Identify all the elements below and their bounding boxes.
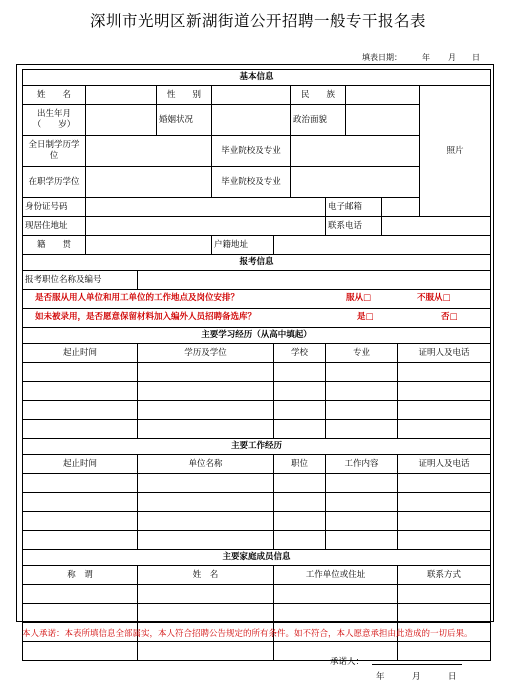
study-header-degree: 学历及学位 — [138, 344, 274, 363]
work-header-position: 职位 — [274, 455, 326, 474]
field-position[interactable] — [138, 271, 491, 290]
table-cell[interactable] — [326, 531, 398, 550]
table-cell[interactable] — [23, 363, 138, 382]
table-cell[interactable] — [398, 382, 491, 401]
table-cell[interactable] — [274, 531, 326, 550]
table-cell[interactable] — [23, 493, 138, 512]
table-cell[interactable] — [398, 420, 491, 439]
table-cell[interactable] — [326, 401, 398, 420]
table-cell[interactable] — [138, 420, 274, 439]
field-gender[interactable] — [212, 86, 291, 105]
table-cell[interactable] — [326, 512, 398, 531]
table-cell[interactable] — [274, 585, 398, 604]
table-cell[interactable] — [138, 512, 274, 531]
family-header-workplace: 工作单位或住址 — [274, 566, 398, 585]
sign-date-month: 月 — [412, 672, 421, 682]
label-inservice-degree: 在职学历学位 — [23, 167, 86, 198]
table-cell[interactable] — [23, 604, 138, 623]
label-phone: 联系电话 — [326, 217, 382, 236]
label-grad-school-2: 毕业院校及专业 — [212, 167, 291, 198]
section-basic: 基本信息 — [23, 70, 491, 86]
section-family: 主要家庭成员信息 — [23, 550, 491, 566]
label-fulltime-degree: 全日制学历学位 — [23, 136, 86, 167]
table-cell[interactable] — [23, 512, 138, 531]
pledge-text: 本人承诺：本表所填信息全部属实，本人符合招聘公告规定的所有条件。如不符合，本人愿意承担由此造成的一切后果。 — [22, 629, 473, 639]
label-address: 现居住地址 — [23, 217, 86, 236]
field-name[interactable] — [86, 86, 157, 105]
option-yes-checkbox[interactable]: 是□ — [357, 312, 374, 322]
table-cell[interactable] — [398, 493, 491, 512]
table-cell[interactable] — [398, 401, 491, 420]
fill-date-month: 月 — [448, 53, 456, 62]
table-cell[interactable] — [326, 382, 398, 401]
table-cell[interactable] — [23, 401, 138, 420]
family-header-contact: 联系方式 — [398, 566, 491, 585]
field-id-number[interactable] — [86, 198, 326, 217]
study-header-major: 专业 — [326, 344, 398, 363]
table-cell[interactable] — [23, 382, 138, 401]
table-cell[interactable] — [23, 585, 138, 604]
field-birth[interactable] — [86, 105, 157, 136]
label-position: 报考职位名称及编号 — [23, 271, 138, 290]
table-cell[interactable] — [398, 604, 491, 623]
table-cell[interactable] — [138, 604, 274, 623]
table-cell[interactable] — [326, 363, 398, 382]
field-ethnicity[interactable] — [346, 86, 420, 105]
question-reserve-pool-text: 如未被录用，是否愿意保留材料加入编外人员招聘备选库？ — [35, 312, 257, 322]
section-apply: 报考信息 — [23, 255, 491, 271]
field-email[interactable] — [382, 198, 420, 217]
signature-line[interactable] — [372, 664, 462, 665]
field-fulltime-degree[interactable] — [86, 136, 212, 167]
label-ethnicity: 民 族 — [291, 86, 346, 105]
field-marital[interactable] — [212, 105, 291, 136]
table-cell[interactable] — [23, 642, 138, 661]
label-birth-text: 出生年月 — [36, 109, 71, 119]
table-cell[interactable] — [274, 401, 326, 420]
field-native[interactable] — [86, 236, 212, 255]
table-cell[interactable] — [326, 493, 398, 512]
fill-date-year: 年 — [422, 53, 430, 62]
option-no-checkbox[interactable]: 否□ — [441, 312, 458, 322]
label-id-number: 身份证号码 — [23, 198, 86, 217]
sign-date-day: 日 — [448, 672, 457, 682]
label-native: 籍 贯 — [23, 236, 86, 255]
label-political: 政治面貌 — [291, 105, 346, 136]
table-cell[interactable] — [398, 474, 491, 493]
study-header-period: 起止时间 — [23, 344, 138, 363]
signer-label: 承诺人： — [330, 657, 365, 667]
table-cell[interactable] — [138, 401, 274, 420]
table-cell[interactable] — [398, 512, 491, 531]
study-header-school: 学校 — [274, 344, 326, 363]
table-cell[interactable] — [138, 363, 274, 382]
label-grad-school-1: 毕业院校及专业 — [212, 136, 291, 167]
question-assignment — [23, 290, 491, 309]
family-header-name: 姓 名 — [138, 566, 274, 585]
work-header-reference: 证明人及电话 — [398, 455, 491, 474]
option-not-obey-checkbox[interactable]: 不服从□ — [417, 293, 451, 303]
fill-date-day: 日 — [472, 53, 480, 62]
work-header-employer: 单位名称 — [138, 455, 274, 474]
option-obey-checkbox[interactable]: 服从□ — [346, 293, 372, 303]
study-header-reference: 证明人及电话 — [398, 344, 491, 363]
table-cell[interactable] — [398, 642, 491, 661]
field-phone[interactable] — [382, 217, 491, 236]
field-household[interactable] — [274, 236, 491, 255]
table-cell[interactable] — [326, 420, 398, 439]
family-header-relation: 称 谓 — [23, 566, 138, 585]
table-cell[interactable] — [274, 363, 326, 382]
label-gender: 性 别 — [157, 86, 212, 105]
sign-date-year: 年 — [376, 672, 385, 682]
work-header-period: 起止时间 — [23, 455, 138, 474]
table-cell[interactable] — [138, 531, 274, 550]
label-age-text: （ 岁） — [32, 120, 76, 130]
field-inservice-degree[interactable] — [86, 167, 212, 198]
table-cell[interactable] — [138, 474, 274, 493]
table-cell[interactable] — [274, 382, 326, 401]
label-birth — [23, 105, 86, 136]
question-assignment-text: 是否服从用人单位和用工单位的工作地点及岗位安排？ — [35, 293, 240, 303]
table-cell[interactable] — [398, 363, 491, 382]
field-political[interactable] — [346, 105, 420, 136]
table-cell[interactable] — [23, 531, 138, 550]
label-email: 电子邮箱 — [326, 198, 382, 217]
table-cell[interactable] — [138, 493, 274, 512]
form-title: 深圳市光明区新湖街道公开招聘一般专干报名表 — [89, 12, 426, 30]
work-header-content: 工作内容 — [326, 455, 398, 474]
table-cell[interactable] — [23, 474, 138, 493]
question-reserve-pool — [23, 309, 491, 328]
label-marital: 婚姻状况 — [157, 105, 212, 136]
field-address[interactable] — [86, 217, 326, 236]
label-name: 姓 名 — [23, 86, 86, 105]
table-cell[interactable] — [138, 585, 274, 604]
field-grad-school-2[interactable] — [291, 167, 420, 198]
table-cell[interactable] — [274, 474, 326, 493]
table-cell[interactable] — [398, 531, 491, 550]
section-work: 主要工作经历 — [23, 439, 491, 455]
table-cell[interactable] — [326, 474, 398, 493]
table-cell[interactable] — [23, 420, 138, 439]
table-cell[interactable] — [138, 642, 274, 661]
table-cell[interactable] — [398, 585, 491, 604]
table-cell[interactable] — [138, 382, 274, 401]
registration-table — [22, 69, 491, 661]
fill-date-label: 填表日期： — [362, 53, 402, 62]
table-cell[interactable] — [274, 512, 326, 531]
photo-box[interactable]: 照片 — [420, 86, 491, 217]
table-cell[interactable] — [274, 604, 398, 623]
table-cell[interactable] — [274, 493, 326, 512]
label-household: 户籍地址 — [212, 236, 274, 255]
section-study: 主要学习经历（从高中填起） — [23, 328, 491, 344]
table-cell[interactable] — [274, 420, 326, 439]
field-grad-school-1[interactable] — [291, 136, 420, 167]
